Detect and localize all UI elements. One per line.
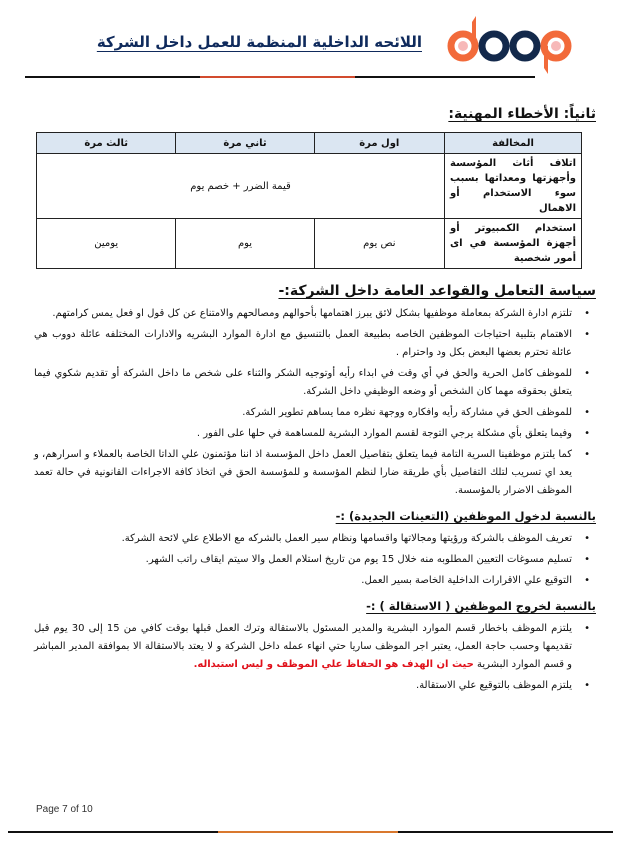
list-item xyxy=(34,620,596,674)
list-item: • يلتزم الموظف بالتوقيع علي الاستقالة. xyxy=(34,677,596,695)
doop-logo-icon xyxy=(445,12,575,74)
col-header-second-time: ثاني مرة xyxy=(176,133,314,154)
list-item: • تلتزم ادارة الشركة بمعاملة موظفيها بشكل لائق يبرز اهتمامها بأحوالهم ومصالحهم والامتناع عن كل قول او فعل يمس كرامتهم. xyxy=(34,305,596,323)
section-heading-professional-errors: ثانياً: الأخطاء المهنية: xyxy=(448,106,596,122)
penalties-table xyxy=(36,132,582,269)
col-header-violation: المخالفة xyxy=(445,133,582,154)
section-heading-policy: سياسة التعامل والقواعد العامة داخل الشركة:- xyxy=(278,283,596,299)
policy-list xyxy=(34,305,596,500)
resignation-list xyxy=(34,620,596,695)
section-heading-resignation: بالنسبة لخروج الموظفين ( الاستقالة ) :- xyxy=(366,599,596,613)
list-item: • تعريف الموظف بالشركة ورؤيتها ومجالاتها واقسامها ونظام سير العمل بالشركه مع الاطلاع علي لائحة الشركة. xyxy=(34,530,596,548)
col-header-first-time: اول مرة xyxy=(314,133,444,154)
page-content xyxy=(34,104,596,701)
list-item: • التوقيع علي الاقرارات الداخلية الخاصة بسير العمل. xyxy=(34,572,596,590)
table-row xyxy=(37,154,582,219)
list-item: • تسليم مسوغات التعيين المطلوبه منه خلال 15 يوم من تاريخ استلام العمل والا سيتم ايقاف راتب الشهر. xyxy=(34,551,596,569)
list-item: • للموظف الحق في مشاركة رأيه وافكاره ووجهة نظره مما يساهم تطوير الشركة. xyxy=(34,404,596,422)
list-item: • الاهتمام بتلبية احتياجات الموظفين الخاصه بطبيعة العمل بالتنسيق مع ادارة الموارد البشريه والادارات المختلفه عائلة دووب هي عائلة تحترم بعضها البعض بكل ود واحترام . xyxy=(34,326,596,362)
violation-cell: استخدام الكمبيوتر أو أجهزة المؤسسة في اى أمور شخصية xyxy=(445,219,582,269)
header-divider xyxy=(25,76,535,78)
table-row xyxy=(37,219,582,269)
list-item: • كما يلتزم موظفينا السرية التامة فيما يتعلق بتفاصيل العمل داخل المؤسسة اذ اننا مؤتمنون علي الداتا الخاصة بالعملاء و اسرارهم، و يعد اي تسريب لتلك التفاصيل بأي طريقة ضارا لنظم المؤسسة و للمؤسسة الحق في اتخاذ كافة الاجراءات القانونية في حالة تعمد الموظف الاضرار بالمؤسسة. xyxy=(34,446,596,500)
footer-divider-accent xyxy=(218,831,398,833)
page-header xyxy=(0,0,634,86)
document-title: اللائحه الداخلية المنظمة للعمل داخل الشركة xyxy=(96,33,422,51)
penalty-merged-cell: قيمة الضرر + خصم يوم xyxy=(37,154,445,219)
onboarding-list xyxy=(34,530,596,590)
section-heading-onboarding: بالنسبة لدخول الموظفين (التعينات الجديدة) :- xyxy=(335,509,596,523)
resignation-rule-text: يلتزم الموظف باخطار قسم الموارد البشرية والمدير المسئول بالاستقالة وترك العمل قبلها بوقت كافي من 15 إلى 30 يوم قبل تقديمها وحسب حاجة العمل، يعتبر اجر الموظف ساريا حتي انهاء عمله داخل الشركة و لا يعتد بالاستقالة الا بموافقة المدير المباشر و قسم الموارد البشرية xyxy=(34,623,572,670)
penalty-first-cell: نص يوم xyxy=(314,219,444,269)
header-divider-accent xyxy=(200,76,355,78)
resignation-emphasis-text: حيث ان الهدف هو الحفاظ علي الموظف و ليس استبداله. xyxy=(193,659,474,670)
company-logo xyxy=(445,12,575,74)
list-item: • للموظف كامل الحرية والحق في أي وقت في ابداء رأيه أوتوجيه الشكر والثناء على شخص ما داخل الشركة أو تقديم شكوي فيما يتعلق بحقوقه مهما كان الشخص أو وضعه الوظيفي داخل الشركة. xyxy=(34,365,596,401)
list-item: • وفيما يتعلق بأي مشكلة يرجي التوجة لقسم الموارد البشرية للمساهمة في حلها على الفور . xyxy=(34,425,596,443)
col-header-third-time: ثالث مرة xyxy=(37,133,176,154)
penalty-third-cell: يومين xyxy=(37,219,176,269)
footer-divider xyxy=(8,831,613,833)
table-header-row xyxy=(37,133,582,154)
violation-cell: اتلاف أثاث المؤسسة وأجهزتها ومعداتها بسبب سوء الاستخدام أو الاهمال xyxy=(445,154,582,219)
penalty-second-cell: يوم xyxy=(176,219,314,269)
page-number: Page 7 of 10 xyxy=(36,804,93,815)
